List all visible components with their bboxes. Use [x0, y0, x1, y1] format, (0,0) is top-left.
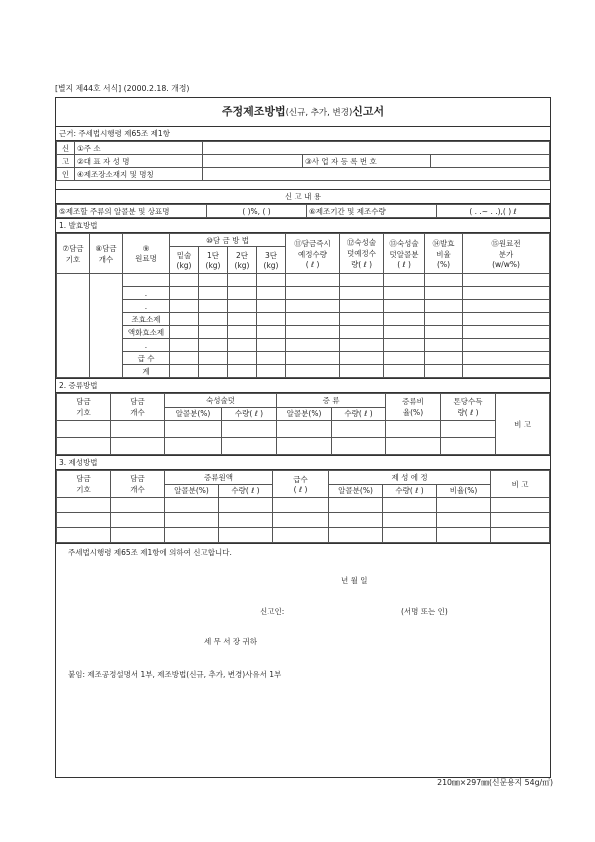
side-char-2: 고: [57, 155, 75, 168]
col10-header: ⑩담 금 방 법: [170, 234, 286, 247]
d-qty-2: 수량( ℓ ): [332, 407, 386, 421]
b-alc-1: 알콜분(%): [165, 484, 219, 498]
recipient: 세 무 서 장 귀하: [204, 637, 258, 646]
b-col1-header: 담금 기호: [57, 471, 111, 498]
material-row: 액화효소제: [123, 326, 170, 339]
col10b-header: 1단 (kg): [199, 247, 228, 274]
d-qty-1: 수량( ℓ ): [222, 407, 277, 421]
form-title: 주정제조방법(신규, 추가, 변경)신고서: [56, 98, 550, 127]
b-qty-1: 수량( ℓ ): [219, 484, 273, 498]
section-blending: 3. 제성방법: [56, 455, 550, 470]
col15-header: ⑮원료전 분가 (w/w%): [463, 234, 550, 274]
d-alc-1: 알콜분(%): [165, 407, 222, 421]
material-row: .: [123, 287, 170, 300]
b-col5-header: 제 성 에 정: [329, 471, 491, 485]
fermentation-table: [56, 233, 550, 378]
col13-header: ⑬숙성술 덧알콜분 ( ℓ ): [384, 234, 425, 274]
material-row: .: [123, 300, 170, 313]
rep-name-field[interactable]: [203, 155, 303, 168]
line-5-6: [56, 204, 550, 218]
d-col3-header: 숙성술덧: [165, 394, 277, 408]
statement: 주세법시행령 제65조 제1항에 의하여 신고합니다.: [68, 548, 232, 557]
material-row: [123, 274, 170, 287]
applicant-table: [56, 141, 550, 181]
d-col2-header: 담금 개수: [111, 394, 165, 421]
side-char-3: 인: [57, 168, 75, 181]
b-qty-2: 수량( ℓ ): [383, 484, 437, 498]
section-fermentation: 1. 발효방법: [56, 218, 550, 233]
rep-name-label: ②대 표 자 성 명: [75, 155, 203, 168]
b-col3-header: 증류원액: [165, 471, 273, 485]
d-col7-header: 비 고: [496, 394, 550, 455]
signature-block: [56, 543, 550, 689]
col10a-header: 밑술 (kg): [170, 247, 199, 274]
b-col4-header: 급수 ( ℓ ): [273, 471, 329, 498]
material-row: 조효소제: [123, 313, 170, 326]
section-distillation: 2. 증류방법: [56, 378, 550, 393]
material-row: .: [123, 339, 170, 352]
biz-no-field[interactable]: [431, 155, 550, 168]
address-field[interactable]: [203, 142, 550, 155]
d-col5-header: 증류비 율(%): [386, 394, 441, 421]
material-row: 계: [123, 365, 170, 378]
biz-no-label: ③사 업 자 등 록 번 호: [303, 155, 431, 168]
blending-table: [56, 470, 550, 543]
factory-field[interactable]: [203, 168, 550, 181]
d-col6-header: 톤당수득 량( ℓ ): [441, 394, 496, 421]
signature-hint[interactable]: (서명 또는 인): [401, 607, 448, 616]
col10c-header: 2단 (kg): [228, 247, 257, 274]
col7-header: ⑦담금 기호: [57, 234, 90, 274]
d-alc-2: 알콜분(%): [277, 407, 332, 421]
d-col1-header: 담금 기호: [57, 394, 111, 421]
b-rate: 비율(%): [437, 484, 491, 498]
date-field[interactable]: 년 월 일: [341, 576, 368, 585]
alcohol-label: ⑤제조할 주류의 알콜분 및 상표명: [57, 205, 207, 218]
col10d-header: 3단 (kg): [257, 247, 286, 274]
alcohol-field[interactable]: ( )%, ( ): [207, 205, 307, 218]
col14-header: ⑭발효 비율 (%): [425, 234, 463, 274]
col8-header: ⑧담금 개수: [90, 234, 123, 274]
factory-label: ④제조장소재지 및 명칭: [75, 168, 203, 181]
distillation-table: [56, 393, 550, 455]
side-char-1: 신: [57, 142, 75, 155]
period-field[interactable]: ( . .~ . .),( ) ℓ: [437, 205, 550, 218]
d-col4-header: 증 류: [277, 394, 386, 408]
b-alc-2: 알콜분(%): [329, 484, 383, 498]
col9-header: ⑨ 원료명: [123, 234, 170, 274]
b-col6-header: 비 고: [491, 471, 550, 498]
b-col2-header: 담금 개수: [111, 471, 165, 498]
declarant-label: 신고인:: [260, 607, 285, 616]
attachments: 붙임: 제조공정설명서 1부, 제조방법(신규, 추가, 변경)사유서 1부: [68, 670, 282, 679]
paper-spec: 210㎜×297㎜(신문용지 54g/㎡): [437, 778, 553, 787]
address-label: ①주 소: [75, 142, 203, 155]
col12-header: ⑫숙성술 덧예정수 량( ℓ ): [340, 234, 384, 274]
col11-header: ⑪담금즉시 예정수량 ( ℓ ): [286, 234, 340, 274]
period-label: ⑥제조기간 및 제조수량: [307, 205, 437, 218]
declaration-form: [55, 97, 551, 778]
material-row: 급 수: [123, 352, 170, 365]
legal-basis: 근거: 주세법시행령 제65조 제1항: [56, 127, 550, 141]
content-header: 신 고 내 용: [56, 189, 550, 204]
form-number: [별지 제44호 서식] (2000.2.18. 개정): [55, 84, 190, 93]
batch-code-cell[interactable]: [57, 274, 90, 378]
batch-count-cell[interactable]: [90, 274, 123, 378]
